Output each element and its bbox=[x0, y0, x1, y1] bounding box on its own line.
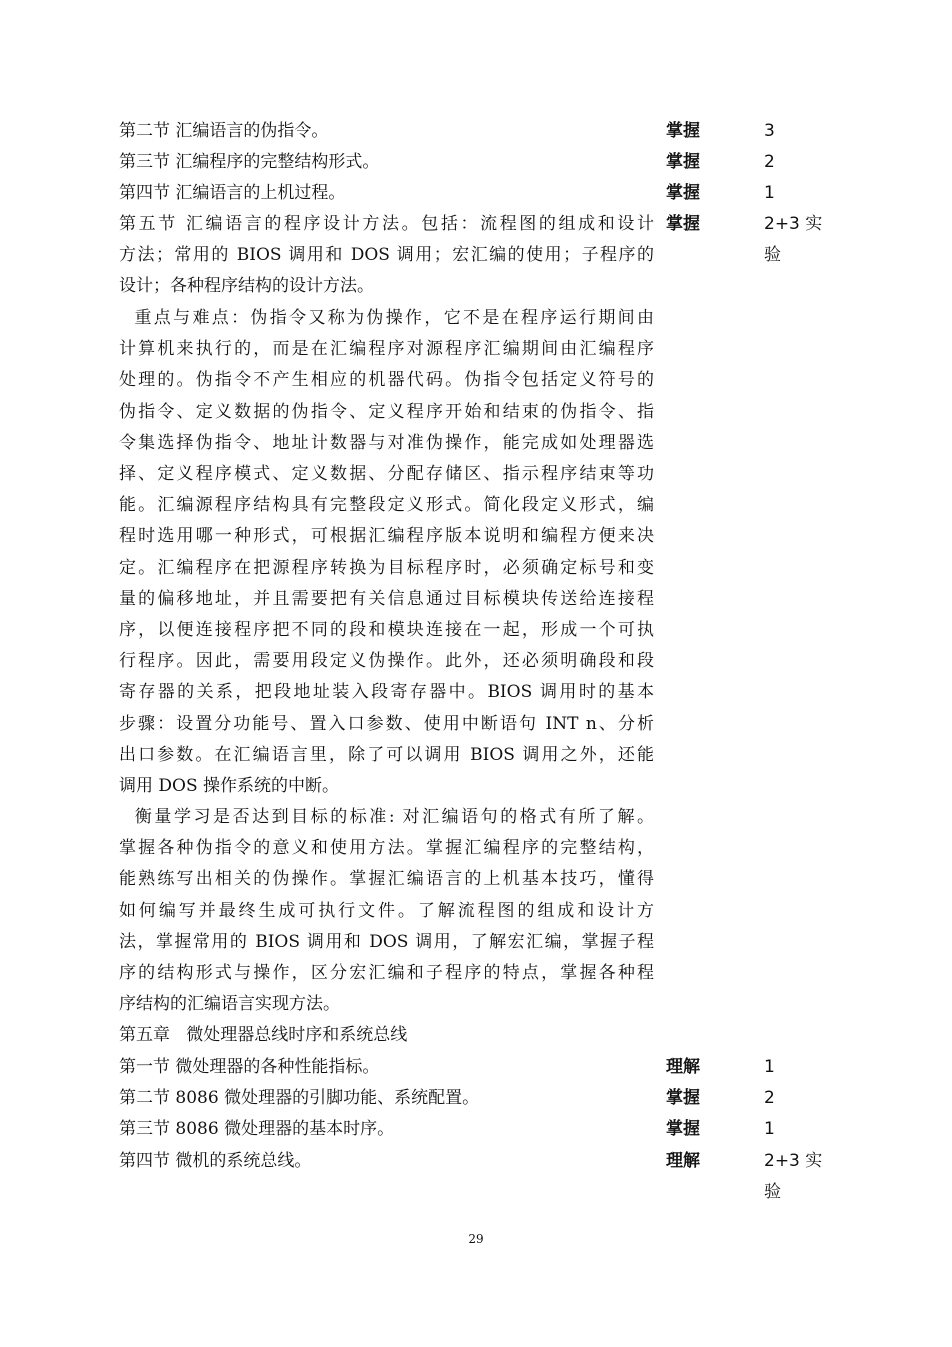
text-line: 计算机来执行的，而是在汇编程序对源程序汇编期间由汇编程序 bbox=[119, 339, 654, 360]
text-line: 处理的。伪指令不产生相应的机器代码。伪指令包括定义符号的 bbox=[119, 370, 654, 391]
text-line: 序的结构形式与操作，区分宏汇编和子程序的特点，掌握各种程 bbox=[119, 963, 654, 984]
class-hours: 2 bbox=[764, 152, 775, 172]
mastery-level: 掌握 bbox=[666, 152, 700, 172]
mastery-level: 掌握 bbox=[666, 183, 700, 203]
class-hours: 1 bbox=[764, 1119, 775, 1139]
text-line: 衡量学习是否达到目标的标准: 对汇编语句的格式有所了解。 bbox=[119, 807, 654, 827]
section-title: 第四节 汇编语言的上机过程。 bbox=[119, 183, 346, 203]
text-line: 程时选用哪一种形式，可根据汇编程序版本说明和编程方便来决 bbox=[119, 526, 654, 547]
class-hours: 1 bbox=[764, 183, 775, 203]
section5-text bbox=[119, 209, 654, 303]
text-line: 出口参数。在汇编语言里，除了可以调用 BIOS 调用之外，还能 bbox=[119, 744, 654, 765]
text-line: 第五节 汇编语言的程序设计方法。包括：流程图的组成和设计 bbox=[119, 214, 654, 234]
section-title: 第二节 汇编语言的伪指令。 bbox=[119, 121, 329, 141]
text-line: 设计；各种程序结构的设计方法。 bbox=[119, 276, 374, 297]
chapter-heading: 第五章 微处理器总线时序和系统总线 bbox=[119, 1025, 408, 1045]
text-line: 行程序。因此，需要用段定义伪操作。此外，还必须明确段和段 bbox=[119, 651, 654, 672]
class-hours-cont: 验 bbox=[764, 1182, 781, 1202]
text-line: 如何编写并最终生成可执行文件。了解流程图的组成和设计方 bbox=[119, 900, 654, 921]
class-hours: 3 bbox=[764, 121, 775, 141]
mastery-level: 理解 bbox=[666, 1151, 700, 1171]
mastery-level: 理解 bbox=[666, 1057, 700, 1077]
text-line: 伪指令、定义数据的伪指令、定义程序开始和结束的伪指令、指 bbox=[119, 401, 654, 422]
text-line: 序，以便连接程序把不同的段和模块连接在一起，形成一个可执 bbox=[119, 620, 654, 641]
text-line: 定。汇编程序在把源程序转换为目标程序时，必须确定标号和变 bbox=[119, 557, 654, 578]
text-line: 择、定义程序模式、定义数据、分配存储区、指示程序结束等功 bbox=[119, 464, 654, 485]
section-title: 第一节 微处理器的各种性能指标。 bbox=[119, 1057, 380, 1077]
text-line: 方法；常用的 BIOS 调用和 DOS 调用；宏汇编的使用；子程序的 bbox=[119, 245, 654, 266]
text-line: 序结构的汇编语言实现方法。 bbox=[119, 994, 340, 1015]
mastery-level: 掌握 bbox=[666, 1119, 700, 1139]
text-line: 调用 DOS 操作系统的中断。 bbox=[119, 776, 340, 797]
text-line: 令集选择伪指令、地址计数器与对准伪操作，能完成如处理器选 bbox=[119, 432, 654, 453]
class-hours: 1 bbox=[764, 1057, 775, 1077]
page-number: 29 bbox=[468, 1232, 484, 1246]
key-points-paragraph bbox=[119, 303, 654, 802]
text-line: 寄存器的关系，把段地址装入段寄存器中。BIOS 调用时的基本 bbox=[119, 682, 654, 703]
section-title: 第三节 汇编程序的完整结构形式。 bbox=[119, 152, 380, 172]
mastery-level: 掌握 bbox=[666, 121, 700, 141]
text-line: 量的偏移地址，并且需要把有关信息通过目标模块传送给连接程 bbox=[119, 588, 654, 609]
text-line: 重点与难点：伪指令又称为伪操作，它不是在程序运行期间由 bbox=[119, 308, 654, 328]
section-title: 第二节 8086 微处理器的引脚功能、系统配置。 bbox=[119, 1088, 480, 1108]
text-line: 掌握各种伪指令的意义和使用方法。掌握汇编程序的完整结构， bbox=[119, 838, 654, 859]
text-line: 能熟练写出相关的伪操作。掌握汇编语言的上机基本技巧，懂得 bbox=[119, 869, 654, 890]
class-hours: 2+3 实 bbox=[764, 1151, 823, 1171]
class-hours: 2 bbox=[764, 1088, 775, 1108]
section-title: 第三节 8086 微处理器的基本时序。 bbox=[119, 1119, 395, 1139]
text-line: 能。汇编源程序结构具有完整段定义形式。简化段定义形式，编 bbox=[119, 495, 654, 516]
class-hours: 2+3 实 bbox=[764, 214, 823, 234]
text-line: 法，掌握常用的 BIOS 调用和 DOS 调用，了解宏汇编，掌握子程 bbox=[119, 931, 654, 952]
mastery-level: 掌握 bbox=[666, 214, 700, 234]
section-title: 第四节 微机的系统总线。 bbox=[119, 1151, 312, 1171]
standards-paragraph bbox=[119, 802, 654, 1020]
class-hours-cont: 验 bbox=[764, 245, 781, 265]
text-line: 步骤：设置分功能号、置入口参数、使用中断语句 INT n、分析 bbox=[119, 713, 654, 734]
mastery-level: 掌握 bbox=[666, 1088, 700, 1108]
